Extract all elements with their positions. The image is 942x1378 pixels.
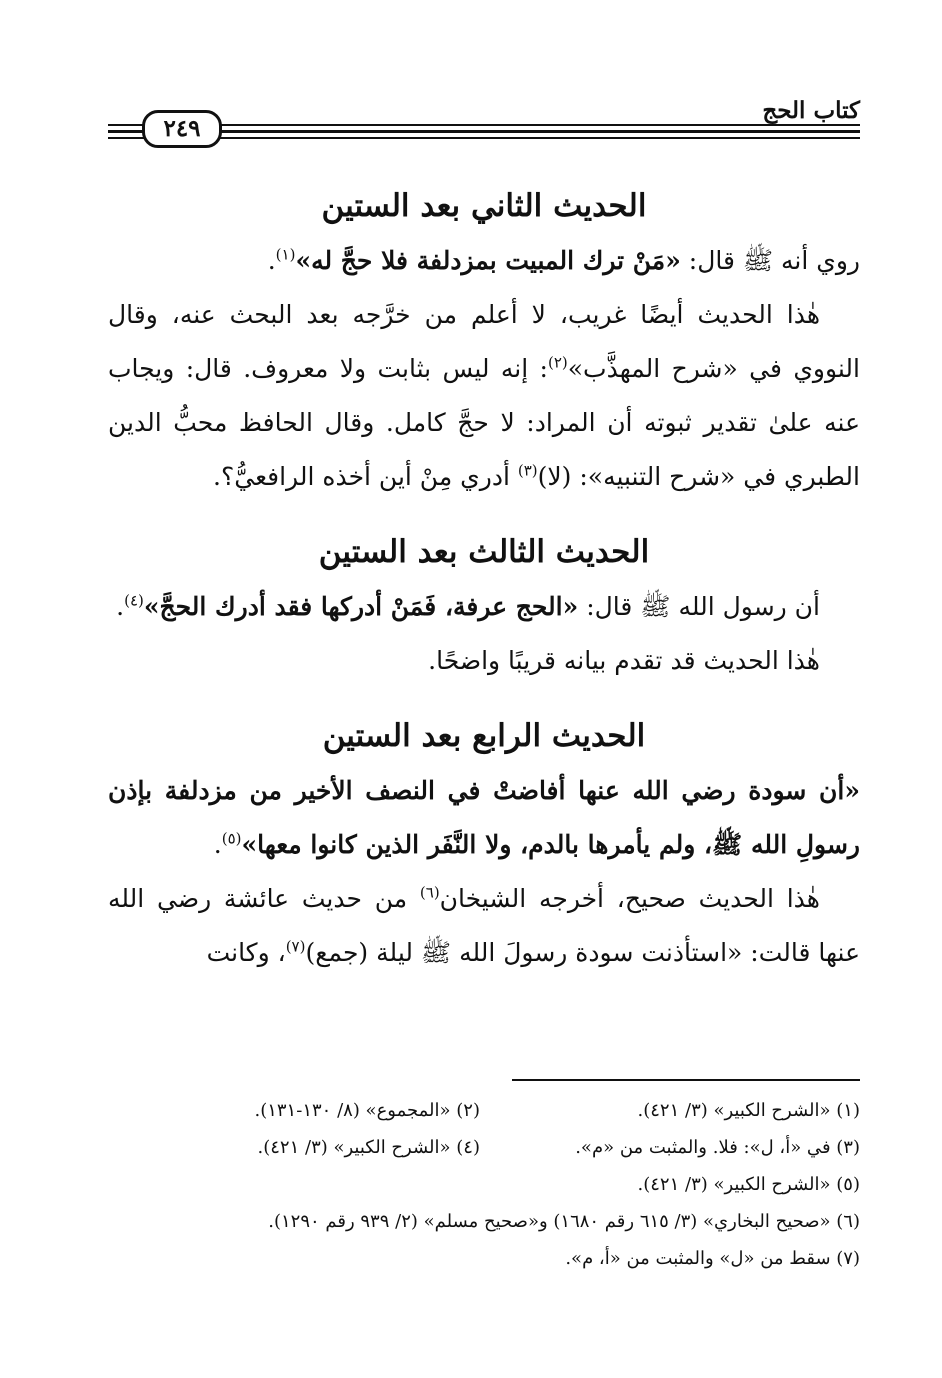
text-run: أن رسول الله ﷺ قال:: [578, 592, 820, 621]
commentary-paragraph: [108, 288, 860, 504]
text-run: .: [213, 830, 222, 859]
hadith-paragraph: [108, 580, 860, 634]
footnote-ref: (١): [275, 245, 296, 264]
section-title: الحديث الثاني بعد الستين: [321, 188, 647, 224]
text-run: من حديث عائشة رضي الله عنها قالت: «استأذنت سودة رسولَ الله ﷺ ليلة (جمع): [108, 884, 860, 967]
footnote-ref: (٦): [419, 883, 440, 902]
footnote-ref: (٤): [124, 591, 144, 610]
footnote: (٣) في «أ، ل»: فلا. والمثبت من «م».: [575, 1137, 860, 1158]
text-run: .: [116, 592, 125, 621]
section-title: الحديث الرابع بعد الستين: [322, 718, 646, 754]
book-title: كتاب الحج: [752, 98, 860, 124]
footnote-separator: [512, 1079, 860, 1081]
footnote-ref: (٢): [547, 353, 568, 372]
hadith-paragraph: [108, 764, 860, 872]
page-number: ٢٤٩: [142, 110, 222, 148]
footnote: (١) «الشرح الكبير» (٣/ ٤٢١).: [637, 1100, 860, 1121]
footnote-ref: (٧): [285, 937, 306, 956]
footnotes: [100, 1092, 860, 1277]
footnote: (٢) «المجموع» (٨/ ١٣٠-١٣١).: [254, 1100, 480, 1121]
commentary-paragraph: [108, 872, 860, 980]
footnote-ref: (٥): [221, 829, 242, 848]
hadith-text: «أن سودة رضي الله عنها أفاضتْ في النصف الأخير من مزدلفة بإذن رسولِ الله ﷺ، ولم يأمرها بالدم، ولا النَّفَر الذين كانوا معها»: [108, 776, 860, 859]
footnote: (٥) «الشرح الكبير» (٣/ ٤٢١).: [637, 1174, 860, 1195]
footnote: (٤) «الشرح الكبير» (٣/ ٤٢١).: [257, 1137, 480, 1158]
text-run: : إنه ليس بثابت ولا معروف. قال: ويجاب عنه علىٰ تقدير ثبوته أن المراد: لا حجَّ كامل. وقال الحافظ محبُّ الدين الطبري في «شرح التنبيه»: (لا): [108, 354, 860, 491]
text-run: أدري مِنْ أين أخذه الرافعيُّ؟.: [213, 462, 518, 491]
text-run: هٰذا الحديث أيضًا غريب، لا أعلم من خرَّجه بعد البحث عنه، وقال النووي في «شرح المهذَّب»: [108, 300, 860, 383]
running-header: [108, 97, 860, 150]
main-text: [108, 176, 860, 980]
text-run: .: [267, 246, 276, 275]
footnote-ref: (٣): [517, 461, 538, 480]
footnote: (٧) سقط من «ل» والمثبت من «أ، م».: [565, 1248, 860, 1269]
text-run: روي أنه ﷺ قال:: [680, 246, 860, 275]
text-run: هٰذا الحديث صحيح، أخرجه الشيخان: [439, 884, 820, 913]
hadith-text: «مَنْ ترك المبيت بمزدلفة فلا حجَّ له»: [295, 246, 681, 275]
footnote: (٦) «صحيح البخاري» (٣/ ٦١٥ رقم ١٦٨٠) و«صحيح مسلم» (٢/ ٩٣٩ رقم ١٢٩٠).: [268, 1211, 860, 1232]
text-run: ، وكانت: [206, 938, 286, 967]
commentary-paragraph: هٰذا الحديث قد تقدم بيانه قريبًا واضحًا.: [428, 646, 820, 675]
hadith-paragraph: [108, 234, 860, 288]
hadith-text: «الحج عرفة، فَمَنْ أدركها فقد أدرك الحجَّ»: [143, 592, 579, 621]
section-title: الحديث الثالث بعد الستين: [318, 534, 650, 570]
